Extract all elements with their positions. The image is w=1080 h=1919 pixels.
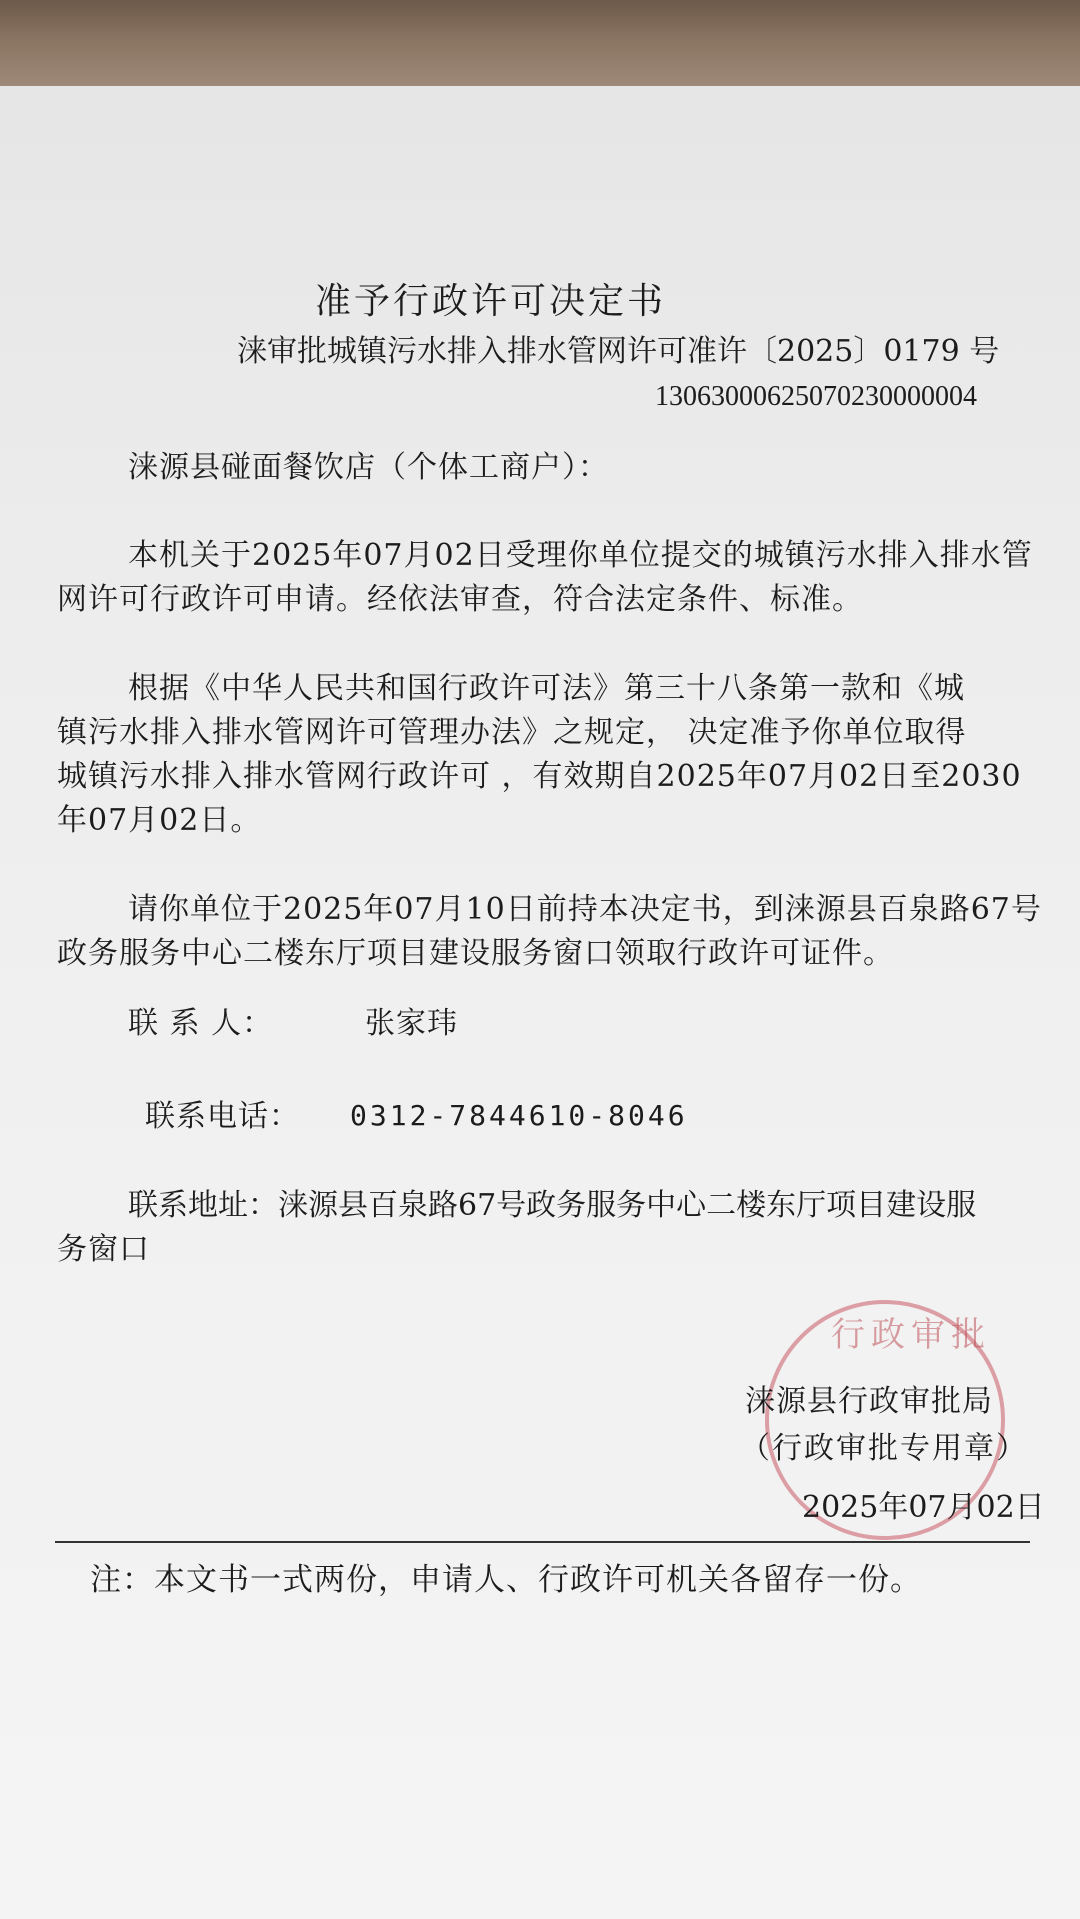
para2-line3: 城镇污水排入排水管网行政许可 ，有效期自2025年07月02日至2030 [57, 759, 1022, 794]
desk-background [0, 0, 1080, 100]
para1-line1: 本机关于2025年07月02日受理你单位提交的城镇污水排入排水管 [128, 538, 1033, 573]
document-number: 涞审批城镇污水排入排水管网许可准许〔2025〕0179 号 [237, 334, 1000, 369]
para2-line1: 根据《中华人民共和国行政许可法》第三十八条第一款和《城 [128, 671, 965, 706]
para2-line2: 镇污水排入排水管网许可管理办法》之规定， 决定准予你单位取得 [57, 715, 967, 750]
seal-text: 行政审批 [831, 1315, 991, 1355]
address-line2: 务窗口 [57, 1232, 150, 1267]
contact-name: 张家玮 [365, 1006, 458, 1041]
para2-line4: 年07月02日。 [57, 803, 262, 838]
para3-line2: 政务服务中心二楼东厅项目建设服务窗口领取行政许可证件。 [57, 936, 894, 971]
para1-line2: 网许可行政许可申请。经依法审查，符合法定条件、标准。 [57, 582, 863, 617]
contact-label: 联 系 人： [128, 1006, 274, 1041]
address-line1: 联系地址：涞源县百泉路67号政务服务中心二楼东厅项目建设服 [128, 1188, 977, 1223]
phone-label: 联系电话： [145, 1099, 300, 1134]
document-title: 准予行政许可决定书 [315, 281, 667, 322]
para3-line1: 请你单位于2025年07月10日前持本决定书，到涞源县百泉路67号 [128, 892, 1042, 927]
issuer-name: 涞源县行政审批局 [745, 1384, 993, 1419]
addressee: 涞源县碰面餐饮店（个体工商户）： [128, 450, 609, 485]
issuer-seal-note: （行政审批专用章） [740, 1431, 1028, 1466]
document-serial: 13063000625070230000004 [655, 381, 977, 412]
footnote: 注：本文书一式两份，申请人、行政许可机关各留存一份。 [90, 1562, 922, 1598]
phone-number: 0312-7844610-8046 [350, 1099, 688, 1132]
issue-date: 2025年07月02日 [802, 1490, 1045, 1525]
divider-line [55, 1541, 1030, 1543]
